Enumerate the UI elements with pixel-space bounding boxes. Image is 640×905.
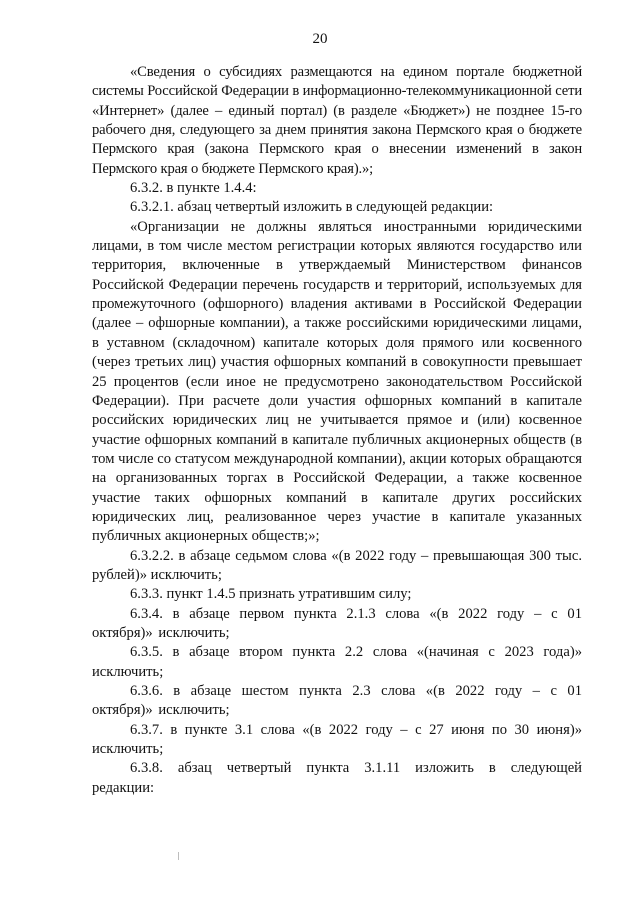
paragraph-6-3-2-2: 6.3.2.2. в абзаце седьмом слова «(в 2022 году – превышающая 300 тыс. рублей)» исключить;	[92, 547, 582, 583]
paragraph-6-3-8: 6.3.8. абзац четвертый пункта 3.1.11 изложить в следующей редакции:	[92, 760, 582, 796]
scan-mark	[178, 852, 179, 860]
paragraph-6-3-2-1: 6.3.2.1. абзац четвертый изложить в следующей редакции:	[130, 199, 494, 216]
paragraph-6-3-5: 6.3.5. в абзаце втором пункта 2.2 слова «(начиная с 2023 года)» исключить;	[92, 644, 582, 680]
paragraph-6-3-2: 6.3.2. в пункте 1.4.4:	[130, 180, 257, 197]
paragraph-subsidy-info: «Сведения о субсидиях размещаются на едином портале бюджетной системы Российской Федерации в информационно-телекоммуникационной сети «Интернет» (далее – единый портал) (в разделе «Бюджет») не позднее 15-го рабочего дня, следующего за днем принятия закона Пермского края о бюджете Пермского края (закона Пермского края о внесении изменений в закон Пермского края о бюджете Пермского края).»;	[92, 64, 582, 177]
paragraph-6-3-4: 6.3.4. в абзаце первом пункта 2.1.3 слова «(в 2022 году – с 01 октября)» исключить;	[92, 605, 582, 641]
paragraph-6-3-7: 6.3.7. в пункте 3.1 слова «(в 2022 году – с 27 июня по 30 июня)» исключить;	[92, 721, 582, 758]
paragraph-6-3-6: 6.3.6. в абзаце шестом пункта 2.3 слова «(в 2022 году – с 01 октября)» исключить;	[92, 683, 582, 719]
paragraph-6-3-3: 6.3.3. пункт 1.4.5 признать утратившим силу;	[130, 586, 412, 603]
document-body	[92, 63, 582, 798]
paragraph-offshore-requirements: «Организации не должны являться иностранными юридическими лицами, в том числе местом регистрации которых являются государство или территория, включенные в утверждаемый Министерством финансов Российской Федерации перечень государств и территорий, используемых для промежуточного (офшорного) владения активами в Российской Федерации (далее – офшорные компании), а также российскими юридическими лицами, в уставном (складочном) капитале которых доля прямого или косвенного (через третьих лиц) участия офшорных компаний в совокупности превышает 25 процентов (если иное не предусмотрено законодательством Российской Федерации). При расчете доли участия офшорных компаний в капитале российских юридических лиц не учитывается прямое и (или) косвенное участие офшорных компаний в капитале публичных акционерных обществ (в том числе со статусом международной компании), акции которых обращаются на организованных торгах в Российской Федерации, а также косвенное участие таких офшорных компаний в капитале других российских юридических лиц, реализованное через участие в капитале указанных публичных акционерных обществ;»;	[92, 218, 582, 545]
page-number: 20	[312, 31, 328, 47]
